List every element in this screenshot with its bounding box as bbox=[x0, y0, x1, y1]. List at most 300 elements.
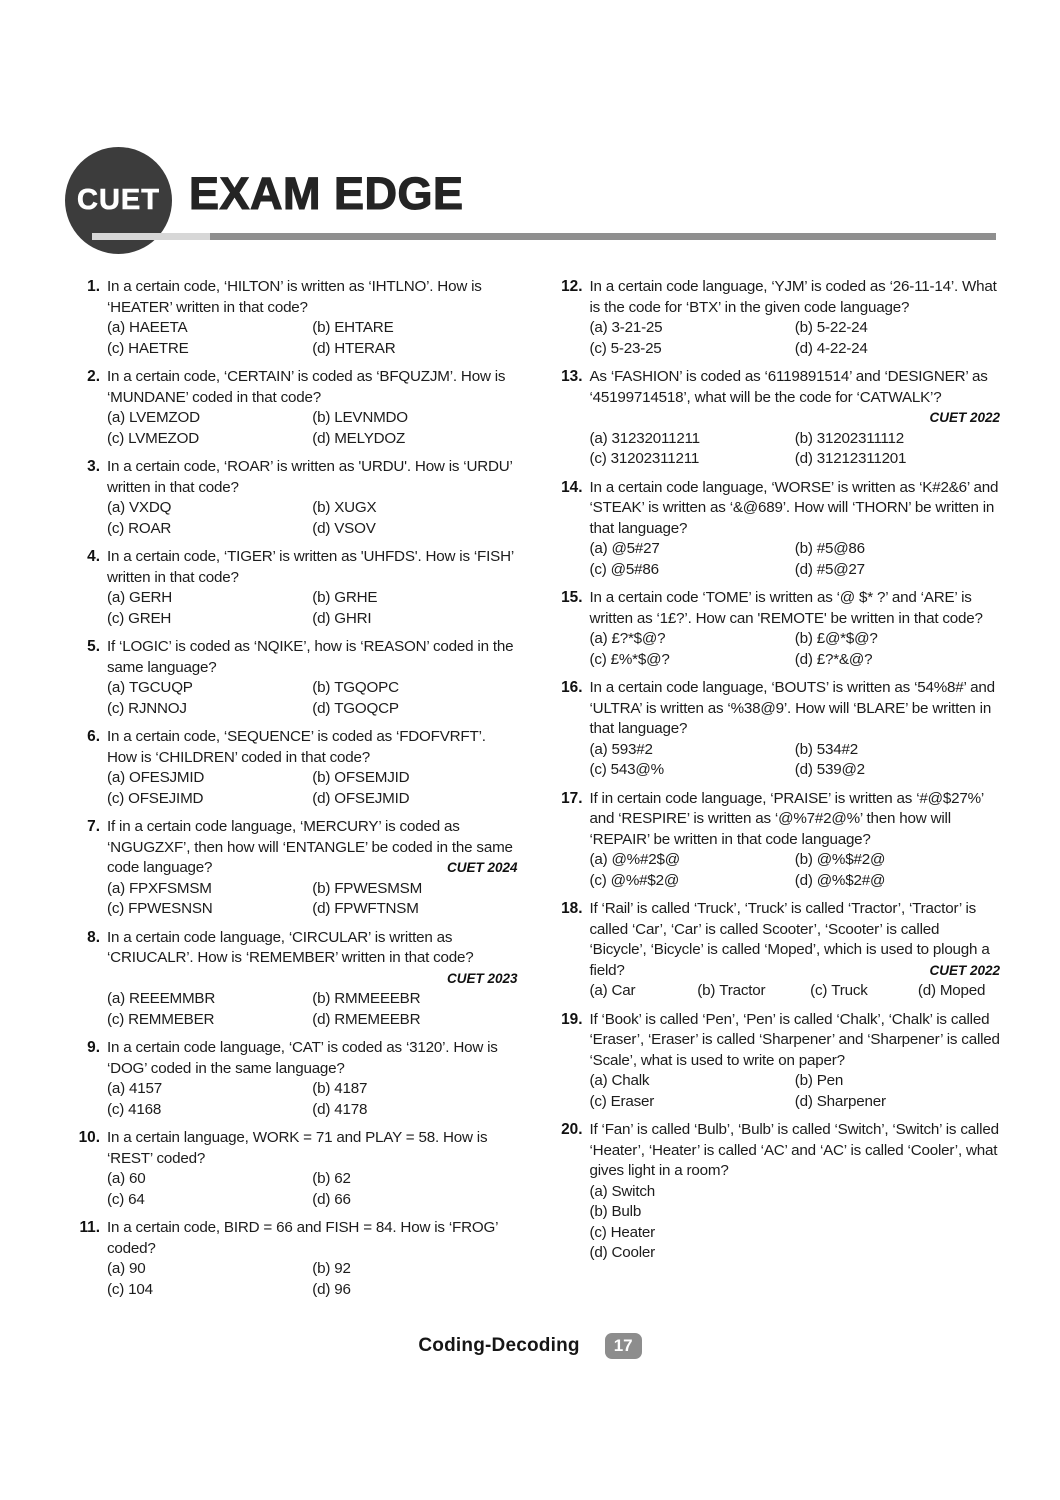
option-label: (a) bbox=[107, 679, 125, 696]
question-number: 17. bbox=[561, 789, 583, 807]
option-label: (d) bbox=[794, 450, 813, 467]
option-label: (a) bbox=[589, 1072, 608, 1089]
question-text: If ‘Fan’ is called ‘Bulb’, ‘Bulb’ is called ‘Switch’, ‘Switch’ is called ‘Heater’, ‘Heater’ is called ‘AC’ and ‘AC’ is called ‘Cooler’, what gives light in a room? bbox=[589, 1121, 999, 1179]
option-value: Truck bbox=[831, 982, 868, 999]
option-b bbox=[590, 1202, 1001, 1223]
option-value: ROAR bbox=[128, 519, 172, 537]
option-c bbox=[590, 760, 795, 781]
option-value: 5-22-24 bbox=[816, 319, 868, 336]
option-a bbox=[107, 768, 312, 789]
option-value: Heater bbox=[610, 1223, 655, 1241]
option-value: 4168 bbox=[128, 1100, 162, 1118]
option-a bbox=[590, 318, 795, 339]
option-c bbox=[590, 650, 795, 671]
option-label: (c) bbox=[107, 789, 125, 807]
option-label: (a) bbox=[107, 1080, 125, 1097]
option-label: (b) bbox=[794, 319, 813, 336]
option-value: OFESJMID bbox=[128, 769, 205, 786]
option-d bbox=[312, 699, 517, 720]
question-body bbox=[590, 588, 1001, 670]
option-label: (b) bbox=[312, 499, 331, 516]
option-label: (b) bbox=[312, 589, 331, 606]
option-value: VSOV bbox=[334, 519, 376, 537]
option-value: 64 bbox=[128, 1190, 145, 1208]
option-value: £?*$@? bbox=[611, 630, 666, 647]
option-c bbox=[590, 449, 795, 470]
option-b bbox=[795, 629, 1000, 650]
option-a bbox=[107, 1169, 312, 1190]
option-value: @%$2#@ bbox=[816, 871, 886, 889]
question-text: If in certain code language, ‘PRAISE’ is written as ‘#@$27%’ and ‘RESPIRE’ is written as ‘@%7#2@%’ then how will ‘REPAIR’ be written in that code language? bbox=[589, 789, 984, 848]
option-b bbox=[312, 408, 517, 429]
options bbox=[107, 678, 518, 719]
question-body bbox=[107, 1038, 518, 1120]
option-value: 31232011211 bbox=[611, 429, 700, 447]
options bbox=[107, 318, 518, 359]
option-value: HTERAR bbox=[334, 339, 396, 357]
option-value: 92 bbox=[334, 1260, 351, 1277]
question bbox=[72, 457, 518, 539]
cuet-year-tag: CUET 2023 bbox=[446, 970, 518, 986]
option-label: (d) bbox=[794, 761, 813, 778]
option-value: Eraser bbox=[610, 1092, 655, 1110]
option-c bbox=[107, 339, 312, 360]
option-value: £?*&@? bbox=[816, 650, 873, 668]
option-b bbox=[795, 429, 1000, 450]
option-label: (a) bbox=[107, 589, 125, 606]
options bbox=[590, 429, 1001, 470]
option-label: (d) bbox=[794, 339, 813, 357]
question-text: In a certain code, BIRD = 66 and FISH = 84. How is ‘FROG’ coded? bbox=[107, 1219, 498, 1257]
question bbox=[555, 588, 1001, 670]
option-value: GERH bbox=[128, 589, 173, 606]
option-c bbox=[107, 429, 312, 450]
option-a bbox=[590, 740, 795, 761]
option-d bbox=[312, 789, 517, 810]
question-number: 3. bbox=[87, 458, 100, 475]
question-text: In a certain language, WORK = 71 and PLAY = 58. How is ‘REST’ coded? bbox=[107, 1129, 488, 1167]
option-d bbox=[312, 429, 517, 450]
option-label: (b) bbox=[312, 769, 331, 786]
option-label: (a) bbox=[589, 1182, 608, 1200]
option-value: Switch bbox=[611, 1182, 656, 1200]
option-a bbox=[107, 318, 312, 339]
option-value: @5#86 bbox=[610, 560, 659, 578]
option-c bbox=[107, 899, 312, 920]
option-label: (c) bbox=[589, 650, 607, 668]
options bbox=[590, 740, 1001, 781]
question-text: In a certain code language, ‘WORSE’ is written as ‘K#2&6’ and ‘STEAK’ is written as ‘&@689’. How will ‘THORN’ be written in that language? bbox=[589, 478, 999, 537]
question-text: If ‘Rail’ is called ‘Truck’, ‘Truck’ is called ‘Tractor’, ‘Tractor’ is called ‘Car’, ‘Car’ is called Scooter’, ‘Scooter’ is called ‘Bicycle’, ‘Bicycle’ is called ‘Moped’, which is used to plough a field? CUET 2022 bbox=[590, 899, 1001, 981]
option-value: OFSEJIMD bbox=[128, 789, 204, 807]
option-label: (b) bbox=[794, 630, 813, 647]
option-label: (d) bbox=[794, 1092, 813, 1110]
header-rule-light bbox=[92, 233, 210, 240]
option-label: (b) bbox=[312, 1260, 331, 1277]
option-c bbox=[590, 560, 795, 581]
option-value: 96 bbox=[334, 1280, 351, 1298]
option-label: (b) bbox=[589, 1203, 608, 1220]
question bbox=[72, 727, 518, 809]
option-value: XUGX bbox=[334, 499, 377, 516]
option-value: Tractor bbox=[719, 982, 766, 999]
question-body bbox=[107, 1128, 518, 1210]
option-value: RJNNOJ bbox=[128, 699, 187, 717]
option-value: Bulb bbox=[611, 1203, 642, 1220]
option-b bbox=[312, 1259, 517, 1280]
option-b bbox=[795, 1071, 1000, 1092]
options bbox=[590, 629, 1001, 670]
question-body bbox=[107, 727, 518, 809]
option-label: (d) bbox=[794, 560, 813, 578]
option-value: HAETRE bbox=[128, 339, 189, 357]
option-c bbox=[107, 1100, 312, 1121]
option-value: HAEETA bbox=[128, 319, 188, 336]
option-d bbox=[795, 339, 1000, 360]
option-value: REMMEBER bbox=[128, 1010, 215, 1028]
option-label: (a) bbox=[589, 319, 608, 336]
option-c bbox=[590, 339, 795, 360]
question-text: In a certain code language, ‘CIRCULAR’ is written as ‘CRIUCALR’. How is ‘REMEMBER’ written in that code? CUET 2023 bbox=[107, 928, 518, 990]
option-label: (c) bbox=[107, 1190, 125, 1208]
option-value: 62 bbox=[334, 1170, 351, 1187]
option-c bbox=[107, 699, 312, 720]
options bbox=[107, 1079, 518, 1120]
question-text: In a certain code language, ‘YJM’ is coded as ‘26-11-14’. What is the code for ‘BTX’ in the given code language? bbox=[589, 278, 997, 316]
option-value: 31202311211 bbox=[610, 450, 700, 467]
option-label: (c) bbox=[107, 609, 125, 627]
option-label: (c) bbox=[589, 871, 607, 889]
question-body bbox=[107, 637, 518, 719]
option-value: RMEMEEBR bbox=[334, 1010, 421, 1028]
option-value: Chalk bbox=[611, 1072, 650, 1089]
option-a bbox=[590, 1182, 1001, 1203]
question bbox=[72, 817, 518, 920]
option-label: (b) bbox=[312, 990, 331, 1007]
options bbox=[590, 850, 1001, 891]
option-value: FPWESMSM bbox=[334, 879, 423, 897]
option-value: 5-23-25 bbox=[610, 339, 662, 357]
options bbox=[107, 408, 518, 449]
option-d bbox=[795, 650, 1000, 671]
question bbox=[555, 899, 1001, 1002]
question-text: In a certain code, ‘ROAR’ is written as 'URDU'. How is ‘URDU’ written in that code? bbox=[107, 458, 513, 496]
option-label: (c) bbox=[589, 339, 607, 357]
option-label: (b) bbox=[312, 679, 331, 696]
question-body bbox=[590, 1120, 1001, 1264]
option-a bbox=[107, 879, 312, 900]
option-d bbox=[795, 871, 1000, 892]
option-label: (c) bbox=[589, 450, 607, 467]
option-label: (a) bbox=[107, 1170, 125, 1187]
header-rule-dark bbox=[210, 233, 996, 240]
option-label: (a) bbox=[589, 540, 608, 557]
options bbox=[590, 981, 1001, 1002]
question-body bbox=[590, 1010, 1001, 1113]
options bbox=[107, 1169, 518, 1210]
question bbox=[555, 1120, 1001, 1264]
question-body bbox=[107, 928, 518, 1031]
question-number: 6. bbox=[87, 728, 100, 745]
option-value: 4157 bbox=[128, 1080, 162, 1097]
option-a bbox=[590, 1071, 795, 1092]
option-label: (c) bbox=[107, 429, 125, 447]
option-label: (d) bbox=[794, 650, 813, 668]
option-value: @%#2$@ bbox=[611, 851, 680, 868]
options bbox=[107, 879, 518, 920]
option-d bbox=[795, 449, 1000, 470]
options bbox=[107, 768, 518, 809]
question-body bbox=[107, 1218, 518, 1300]
option-a bbox=[107, 989, 312, 1010]
option-c bbox=[107, 1190, 312, 1211]
option-a bbox=[590, 629, 795, 650]
option-b bbox=[312, 1169, 517, 1190]
option-label: (d) bbox=[312, 1010, 331, 1028]
option-label: (a) bbox=[589, 740, 608, 758]
option-label: (a) bbox=[107, 1260, 125, 1277]
option-label: (a) bbox=[107, 879, 125, 897]
question-text: In a certain code ‘TOME’ is written as ‘@ $* ?’ and ‘ARE’ is written as ‘1£?’. How can 'REMOTE' be written in that code? bbox=[589, 589, 983, 627]
option-value: EHTARE bbox=[334, 319, 394, 336]
option-value: LEVNMDO bbox=[334, 409, 408, 426]
option-label: (d) bbox=[312, 1280, 331, 1298]
option-d bbox=[312, 609, 517, 630]
option-value: MELYDOZ bbox=[334, 429, 406, 447]
option-value: LVEMZOD bbox=[128, 409, 200, 426]
option-value: Cooler bbox=[611, 1244, 656, 1261]
option-label: (b) bbox=[794, 740, 813, 758]
option-a bbox=[107, 408, 312, 429]
page-number-badge: 17 bbox=[605, 1333, 642, 1359]
option-value: £%*$@? bbox=[610, 650, 670, 668]
option-value: 104 bbox=[128, 1280, 153, 1298]
option-b bbox=[312, 318, 517, 339]
option-label: (d) bbox=[312, 1190, 331, 1208]
question-number: 7. bbox=[87, 818, 100, 835]
option-value: GRHE bbox=[334, 589, 378, 606]
option-d bbox=[795, 1092, 1000, 1113]
question-number: 14. bbox=[561, 478, 583, 496]
option-label: (d) bbox=[312, 519, 331, 537]
option-value: Moped bbox=[939, 982, 986, 999]
question bbox=[72, 1038, 518, 1120]
question bbox=[555, 277, 1001, 359]
option-value: TGOQCP bbox=[334, 699, 399, 717]
option-label: (c) bbox=[107, 900, 125, 917]
question bbox=[555, 789, 1001, 892]
option-label: (c) bbox=[107, 339, 125, 357]
option-label: (d) bbox=[312, 429, 331, 447]
option-value: RMMEEEBR bbox=[334, 990, 421, 1007]
option-a bbox=[107, 678, 312, 699]
question-number: 10. bbox=[78, 1129, 100, 1146]
option-value: 3-21-25 bbox=[611, 319, 663, 336]
option-value: FPWESNSN bbox=[128, 900, 213, 917]
question-body bbox=[590, 277, 1001, 359]
option-value: FPXFSMSM bbox=[128, 879, 212, 897]
option-a bbox=[590, 539, 795, 560]
option-value: 593#2 bbox=[611, 740, 653, 758]
option-value: @5#27 bbox=[611, 540, 660, 557]
option-value: 4187 bbox=[334, 1080, 368, 1097]
option-label: (c) bbox=[107, 1100, 125, 1118]
option-label: (d) bbox=[312, 1100, 331, 1118]
question-text: In a certain code, ‘HILTON’ is written as ‘IHTLNO’. How is ‘HEATER’ written in that code? bbox=[107, 278, 482, 316]
option-value: @%$#2@ bbox=[816, 851, 886, 868]
option-label: (d) bbox=[312, 900, 331, 917]
option-label: (d) bbox=[917, 982, 936, 999]
option-d bbox=[795, 560, 1000, 581]
question-text: In a certain code, ‘SEQUENCE’ is coded as ‘FDOFVRFT’. How is ‘CHILDREN’ coded in that code? bbox=[107, 728, 486, 766]
option-label: (d) bbox=[312, 699, 331, 717]
question bbox=[72, 547, 518, 629]
question bbox=[72, 277, 518, 359]
question bbox=[72, 1218, 518, 1300]
option-value: 4-22-24 bbox=[816, 339, 868, 357]
option-label: (b) bbox=[312, 879, 331, 897]
option-label: (a) bbox=[107, 769, 125, 786]
question-body bbox=[590, 789, 1001, 892]
option-c bbox=[107, 609, 312, 630]
page-title: EXAM EDGE bbox=[189, 168, 464, 219]
page-footer bbox=[0, 1333, 1060, 1359]
option-label: (a) bbox=[107, 499, 125, 516]
option-c bbox=[590, 1223, 1001, 1244]
option-label: (c) bbox=[107, 519, 125, 537]
option-label: (b) bbox=[697, 982, 716, 999]
option-value: Car bbox=[611, 982, 636, 999]
question-number: 8. bbox=[87, 928, 100, 946]
option-b bbox=[697, 981, 810, 1002]
option-b bbox=[312, 879, 517, 900]
option-label: (a) bbox=[107, 990, 125, 1007]
options bbox=[590, 318, 1001, 359]
option-d bbox=[918, 981, 1000, 1002]
question-number: 20. bbox=[561, 1121, 583, 1138]
option-b bbox=[312, 768, 517, 789]
option-d bbox=[312, 899, 517, 920]
question-number: 5. bbox=[87, 638, 100, 655]
options bbox=[107, 989, 518, 1030]
option-c bbox=[810, 981, 918, 1002]
option-label: (b) bbox=[794, 540, 813, 557]
option-value: #5@86 bbox=[816, 540, 865, 557]
option-d bbox=[795, 760, 1000, 781]
option-value: TGCUQP bbox=[128, 679, 193, 696]
option-label: (c) bbox=[107, 1280, 125, 1298]
option-b bbox=[795, 539, 1000, 560]
option-a bbox=[107, 1079, 312, 1100]
question-number: 13. bbox=[561, 368, 583, 385]
option-b bbox=[795, 850, 1000, 871]
option-label: (c) bbox=[589, 1223, 607, 1241]
option-label: (c) bbox=[589, 761, 607, 778]
question-text: If in a certain code language, ‘MERCURY’ is coded as ‘NGUGZXF’, then how will ‘ENTANGLE’ be coded in the same code language? CUET 2024 bbox=[107, 817, 518, 879]
question-body bbox=[107, 277, 518, 359]
option-value: @%#$2@ bbox=[610, 871, 680, 889]
option-a bbox=[590, 429, 795, 450]
options bbox=[107, 1259, 518, 1300]
option-value: GREH bbox=[128, 609, 172, 627]
option-label: (c) bbox=[589, 1092, 607, 1110]
question-number: 18. bbox=[561, 900, 583, 917]
option-d bbox=[312, 339, 517, 360]
option-label: (b) bbox=[794, 851, 813, 868]
option-c bbox=[590, 871, 795, 892]
question-number: 9. bbox=[87, 1039, 100, 1056]
option-a bbox=[107, 498, 312, 519]
options bbox=[590, 1071, 1001, 1112]
question-text: In a certain code language, ‘BOUTS’ is written as ‘54%8#’ and ‘ULTRA’ is written as ‘%38@9’. How will ‘BLARE’ be written in that language? bbox=[589, 679, 995, 737]
option-label: (b) bbox=[312, 319, 331, 336]
question bbox=[72, 1128, 518, 1210]
option-value: FPWFTNSM bbox=[334, 900, 419, 917]
option-value: LVMEZOD bbox=[128, 429, 199, 447]
question-number: 1. bbox=[87, 278, 100, 295]
question-body bbox=[590, 678, 1001, 781]
option-a bbox=[107, 588, 312, 609]
option-label: (a) bbox=[589, 851, 608, 868]
question-text: If ‘LOGIC’ is coded as ‘NQIKE’, how is ‘REASON’ coded in the same language? bbox=[107, 638, 514, 676]
options bbox=[107, 588, 518, 629]
option-label: (d) bbox=[312, 789, 331, 807]
option-a bbox=[590, 981, 698, 1002]
question bbox=[555, 678, 1001, 781]
option-d bbox=[312, 1190, 517, 1211]
chapter-title: Coding-Decoding bbox=[418, 1335, 580, 1356]
question-number: 15. bbox=[561, 589, 583, 606]
question-body bbox=[590, 899, 1001, 1002]
option-label: (b) bbox=[794, 1072, 813, 1089]
question bbox=[555, 367, 1001, 470]
option-label: (b) bbox=[312, 1080, 331, 1097]
option-value: TGQOPC bbox=[334, 679, 399, 696]
option-b bbox=[312, 498, 517, 519]
question-body bbox=[107, 457, 518, 539]
option-label: (d) bbox=[589, 1244, 608, 1261]
option-b bbox=[795, 318, 1000, 339]
option-label: (a) bbox=[589, 982, 608, 999]
question-number: 12. bbox=[561, 278, 583, 295]
question-body bbox=[107, 547, 518, 629]
question-text: In a certain code, ‘TIGER’ is written as 'UHFDS'. How is ‘FISH’ written in that code? bbox=[107, 548, 514, 586]
option-d bbox=[312, 519, 517, 540]
question bbox=[72, 367, 518, 449]
question-body bbox=[107, 817, 518, 920]
question-text: In a certain code, ‘CERTAIN’ is coded as ‘BFQUZJM’. How is ‘MUNDANE’ coded in that code? bbox=[107, 368, 506, 406]
question-text: In a certain code language, ‘CAT’ is coded as ‘3120’. How is ‘DOG’ coded in the same language? bbox=[107, 1039, 498, 1077]
option-label: (d) bbox=[312, 339, 331, 357]
option-label: (d) bbox=[794, 871, 813, 889]
option-label: (a) bbox=[589, 630, 608, 647]
option-c bbox=[107, 789, 312, 810]
option-value: VXDQ bbox=[128, 499, 172, 516]
option-value: #5@27 bbox=[816, 560, 865, 578]
option-value: 543@% bbox=[610, 761, 664, 778]
cuet-logo-text: CUET bbox=[77, 184, 160, 216]
question bbox=[72, 928, 518, 1031]
option-value: 4178 bbox=[334, 1100, 368, 1118]
question-number: 2. bbox=[87, 368, 100, 385]
question-body bbox=[590, 367, 1001, 470]
question bbox=[555, 478, 1001, 581]
question-number: 4. bbox=[87, 548, 100, 565]
option-value: 60 bbox=[128, 1170, 146, 1187]
question-text: If ‘Book’ is called ‘Pen’, ‘Pen’ is called ‘Chalk’, ‘Chalk’ is called ‘Eraser’, ‘Eraser’ is called ‘Sharpener’ and ‘Sharpener’ is called ‘Scale’, what is used to write on paper? bbox=[589, 1010, 1000, 1069]
option-label: (a) bbox=[589, 429, 608, 447]
option-value: REEEMMBR bbox=[128, 990, 216, 1007]
